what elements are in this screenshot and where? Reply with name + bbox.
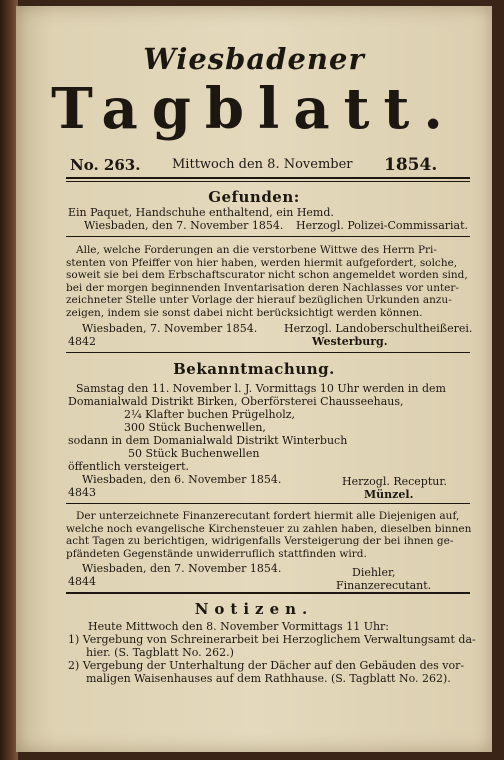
rule-top xyxy=(66,177,470,179)
finanz-number: 4844 xyxy=(68,575,96,588)
estate-line: stenten von Pfeiffer von hier haben, werden hiermit aufgefordert, solche, xyxy=(66,256,458,269)
estate-notice-text xyxy=(66,244,470,320)
estate-place-date: Wiesbaden, 7. November 1854. xyxy=(82,322,258,335)
estate-line: zeichneter Stelle unter Vorlage der hierauf bezüglichen Urkunden anzu- xyxy=(66,294,452,307)
bekannt-line: 2¼ Klafter buchen Prügelholz, xyxy=(124,408,295,421)
notizen-intro: Heute Mittwoch den 8. November Vormittags 11 Uhr: xyxy=(88,620,390,633)
finanz-line: pfändeten Gegenstände unwiderruflich stattfinden wird. xyxy=(66,547,367,560)
bekannt-number: 4843 xyxy=(68,486,96,499)
masthead-city: Wiesbadener xyxy=(143,42,365,76)
divider-3 xyxy=(66,503,470,504)
notizen-item-1-line-2: hier. (S. Tagblatt No. 262.) xyxy=(86,646,234,659)
finanz-notice-text xyxy=(66,510,470,560)
finanz-signer: Diehler, xyxy=(352,566,396,579)
finanz-signer-title: Finanzerecutant. xyxy=(336,579,432,592)
bekannt-signer: Herzogl. Receptur. xyxy=(342,475,447,488)
masthead-title: Tagblatt. xyxy=(51,76,457,142)
bekannt-line: 300 Stück Buchenwellen, xyxy=(124,421,266,434)
bekannt-line: Samstag den 11. November l. J. Vormittags 10 Uhr werden in dem xyxy=(76,382,446,395)
bekanntmachung-title: Bekanntmachung. xyxy=(173,360,335,378)
bekannt-line: öffentlich versteigert. xyxy=(68,460,190,473)
rule-top-thin xyxy=(66,181,470,182)
finanz-place-date: Wiesbaden, den 7. November 1854. xyxy=(82,562,282,575)
estate-line: Alle, welche Forderungen an die verstorbene Wittwe des Herrn Pri- xyxy=(76,244,437,256)
gefunden-signer: Herzogl. Polizei-Commissariat. xyxy=(296,219,469,232)
divider-4 xyxy=(66,592,470,594)
divider-1 xyxy=(66,236,470,237)
gefunden-text: Ein Paquet, Handschuhe enthaltend, ein Hemd. xyxy=(68,206,334,219)
estate-line: zeigen, indem sie sonst dabei nicht berücksichtigt werden können. xyxy=(66,306,423,319)
issue-year: 1854. xyxy=(384,155,438,175)
notizen-item-2-line-2: maligen Waisenhauses auf dem Rathhause. (S. Tagblatt No. 262). xyxy=(86,672,451,685)
notizen-item-2-line-1: 2) Vergebung der Unterhaltung der Dächer auf den Gebäuden des vor- xyxy=(68,659,465,672)
notizen-title: Notizen. xyxy=(194,600,314,618)
divider-2 xyxy=(66,352,470,353)
page-shadow xyxy=(496,6,504,752)
gefunden-title: Gefunden: xyxy=(208,188,300,206)
estate-line: soweit sie bei dem Erbschaftscurator nicht schon angemeldet worden sind, xyxy=(66,269,468,282)
issue-number: No. 263. xyxy=(70,156,141,174)
bekannt-line: sodann in dem Domanialwald Distrikt Winterbuch xyxy=(68,434,348,447)
finanz-line: Der unterzeichnete Finanzerecutant fordert hiermit alle Diejenigen auf, xyxy=(76,510,460,522)
newspaper-page xyxy=(16,6,492,752)
notizen-item-1-line-1: 1) Vergebung von Schreinerarbeit bei Herzoglichem Verwaltungsamt da- xyxy=(68,633,476,646)
bekannt-place-date: Wiesbaden, den 6. November 1854. xyxy=(82,473,282,486)
estate-signer: Herzogl. Landoberschultheißerei. xyxy=(284,322,473,335)
gefunden-place-date: Wiesbaden, den 7. November 1854. xyxy=(84,219,284,232)
estate-number: 4842 xyxy=(68,335,96,348)
bekannt-line: Domanialwald Distrikt Birken, Oberförsterei Chausseehaus, xyxy=(68,395,404,408)
estate-line: bei der morgen beginnenden Inventarisation deren Nachlasses vor unter- xyxy=(66,281,459,294)
bekannt-line: 50 Stück Buchenwellen xyxy=(128,447,260,460)
finanz-line: welche noch evangelische Kirchensteuer zu zahlen haben, dieselben binnen xyxy=(66,522,472,535)
estate-signer-name: Westerburg. xyxy=(312,335,388,348)
bekannt-signer-name: Münzel. xyxy=(364,488,414,501)
finanz-line: acht Tagen zu berichtigen, widrigenfalls Versteigerung der bei ihnen ge- xyxy=(66,535,454,548)
issue-date: Mittwoch den 8. November xyxy=(172,157,353,172)
